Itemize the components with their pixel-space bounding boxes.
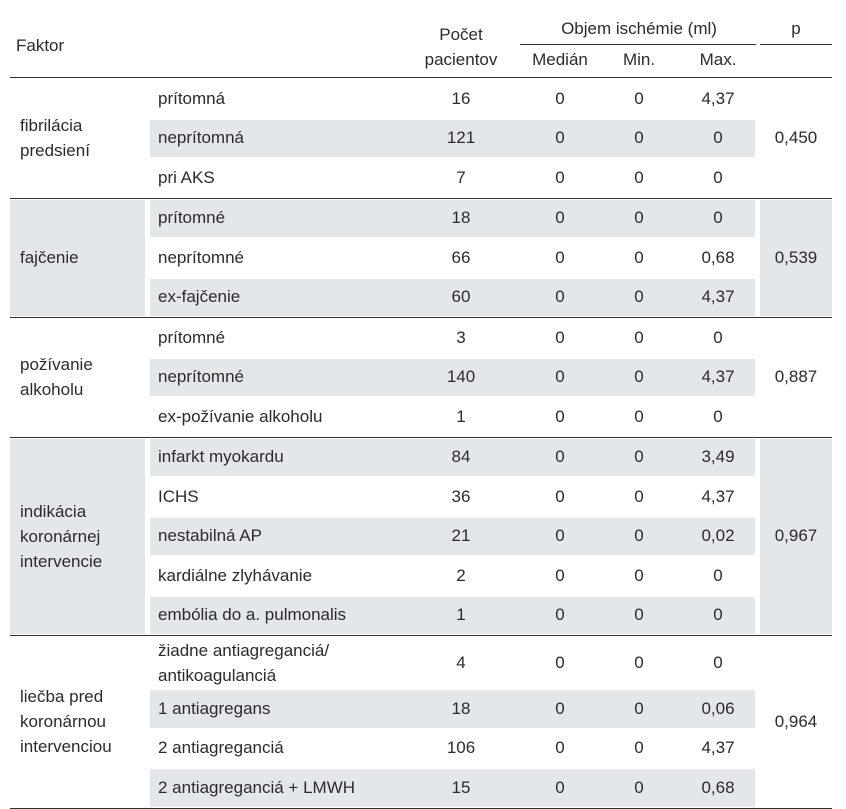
cell-min: 0 [634, 287, 644, 307]
factor-label [20, 113, 150, 163]
cell-count: 106 [446, 738, 476, 758]
factor-label [20, 245, 150, 270]
header-faktor: Faktor [16, 36, 65, 55]
cell-median: 0 [555, 327, 565, 347]
cell-max: 0 [713, 208, 723, 228]
row-label: nestabilná AP [158, 526, 262, 546]
header-pocet-line2: pacientov [424, 50, 498, 69]
cell-max: 3,49 [701, 447, 735, 467]
row-label: prítomné [158, 327, 226, 347]
group-rule [10, 437, 832, 438]
cell-min: 0 [634, 327, 644, 347]
header-max: Max. [699, 50, 737, 69]
row-label: pri AKS [158, 167, 215, 187]
cell-count: 36 [451, 486, 471, 506]
cell-median: 0 [555, 406, 565, 426]
cell-median: 0 [555, 526, 565, 546]
cell-min: 0 [634, 447, 644, 467]
cell-count: 3 [456, 327, 466, 347]
cell-count: 18 [451, 698, 471, 718]
cell-count: 2 [456, 565, 466, 585]
cell-max: 0,68 [701, 777, 735, 797]
cell-count: 1 [456, 406, 466, 426]
factor-label-line: koronárnou [20, 712, 107, 732]
cell-max: 0,02 [701, 526, 735, 546]
cell-min: 0 [634, 247, 644, 267]
header-pocet-line1: Počet [439, 25, 483, 44]
cell-median: 0 [555, 738, 565, 758]
cell-median: 0 [555, 88, 565, 108]
cell-min: 0 [634, 698, 644, 718]
factor-label-line: fibrilácia [20, 116, 83, 136]
cell-min: 0 [634, 486, 644, 506]
cell-median: 0 [555, 128, 565, 148]
header-objem-rule [520, 44, 756, 45]
cell-median: 0 [555, 208, 565, 228]
factor-label-line: fajčenie [20, 248, 79, 268]
group-rule [10, 198, 832, 199]
cell-count: 15 [451, 777, 471, 797]
factor-label [20, 499, 150, 574]
row-label: neprítomné [158, 367, 244, 387]
row-label: neprítomné [158, 247, 244, 267]
row-label: 2 antiagreganciá + LMWH [158, 777, 356, 797]
cell-median: 0 [555, 247, 565, 267]
header-median: Medián [532, 50, 588, 69]
row-label: žiadne antiagreganciá/ antikoagulanciá [158, 641, 330, 685]
row-label: neprítomná [158, 128, 244, 148]
factor-label-line: liečba pred [20, 687, 104, 707]
header-p: p [791, 19, 801, 38]
cell-min: 0 [634, 167, 644, 187]
cell-min: 0 [634, 367, 644, 387]
cell-median: 0 [555, 565, 565, 585]
cell-max: 0 [713, 167, 723, 187]
cell-max: 0 [713, 406, 723, 426]
cell-count: 1 [456, 605, 466, 625]
header-p-rule [760, 44, 832, 45]
factor-label-line: indikácia [20, 501, 87, 521]
header-bottom-rule [10, 77, 832, 78]
cell-max: 4,37 [701, 367, 735, 387]
cell-max: 0 [713, 327, 723, 347]
group-rule [10, 635, 832, 636]
factor-label-line: koronárnej [20, 526, 101, 546]
p-value: 0,967 [774, 526, 818, 546]
cell-max: 0 [713, 128, 723, 148]
factor-label [20, 352, 150, 402]
cell-min: 0 [634, 777, 644, 797]
cell-max: 0,68 [701, 247, 735, 267]
cell-min: 0 [634, 652, 644, 672]
cell-max: 0 [713, 565, 723, 585]
factor-label-line: predsiení [20, 141, 90, 161]
row-label: prítomné [158, 208, 226, 228]
cell-min: 0 [634, 605, 644, 625]
cell-median: 0 [555, 605, 565, 625]
factor-label [20, 684, 150, 759]
header-objem: Objem ischémie (ml) [561, 19, 717, 38]
cell-count: 7 [456, 167, 466, 187]
cell-median: 0 [555, 167, 565, 187]
cell-min: 0 [634, 738, 644, 758]
cell-max: 0,06 [701, 698, 735, 718]
cell-median: 0 [555, 447, 565, 467]
p-value: 0,887 [774, 367, 818, 387]
cell-median: 0 [555, 486, 565, 506]
cell-median: 0 [555, 367, 565, 387]
cell-count: 121 [446, 128, 476, 148]
cell-count: 66 [451, 247, 471, 267]
p-value: 0,450 [774, 128, 818, 148]
row-label: 1 antiagregans [158, 698, 271, 718]
cell-median: 0 [555, 777, 565, 797]
cell-min: 0 [634, 565, 644, 585]
row-label: ex-fajčenie [158, 287, 241, 307]
cell-count: 4 [456, 652, 466, 672]
cell-count: 60 [451, 287, 471, 307]
cell-max: 4,37 [701, 287, 735, 307]
cell-count: 140 [446, 367, 476, 387]
cell-count: 21 [451, 526, 471, 546]
cell-min: 0 [634, 88, 644, 108]
cell-min: 0 [634, 128, 644, 148]
cell-min: 0 [634, 406, 644, 426]
row-label: 2 antiagreganciá [158, 738, 284, 758]
cell-min: 0 [634, 526, 644, 546]
cell-max: 4,37 [701, 486, 735, 506]
p-value: 0,964 [774, 711, 818, 731]
cell-max: 4,37 [701, 738, 735, 758]
factor-label-line: intervencie [20, 551, 103, 571]
p-value: 0,539 [774, 247, 818, 267]
group-rule [10, 808, 832, 809]
cell-count: 18 [451, 208, 471, 228]
cell-median: 0 [555, 287, 565, 307]
row-label: prítomná [158, 88, 226, 108]
cell-median: 0 [555, 698, 565, 718]
row-label: infarkt myokardu [158, 447, 284, 467]
cell-min: 0 [634, 208, 644, 228]
factor-label-line: intervenciou [20, 737, 112, 757]
cell-median: 0 [555, 652, 565, 672]
factor-label-line: požívanie [20, 355, 93, 375]
cell-max: 0 [713, 605, 723, 625]
row-label: kardiálne zlyhávanie [158, 565, 313, 585]
cell-count: 16 [451, 88, 471, 108]
header-min: Min. [622, 50, 656, 69]
cell-count: 84 [451, 447, 471, 467]
row-label: ICHS [158, 486, 199, 506]
factor-label-line: alkoholu [20, 380, 84, 400]
cell-max: 4,37 [701, 88, 735, 108]
row-label: ex-požívanie alkoholu [158, 406, 323, 426]
cell-max: 0 [713, 652, 723, 672]
row-label: embólia do a. pulmonalis [158, 605, 347, 625]
group-rule [10, 317, 832, 318]
